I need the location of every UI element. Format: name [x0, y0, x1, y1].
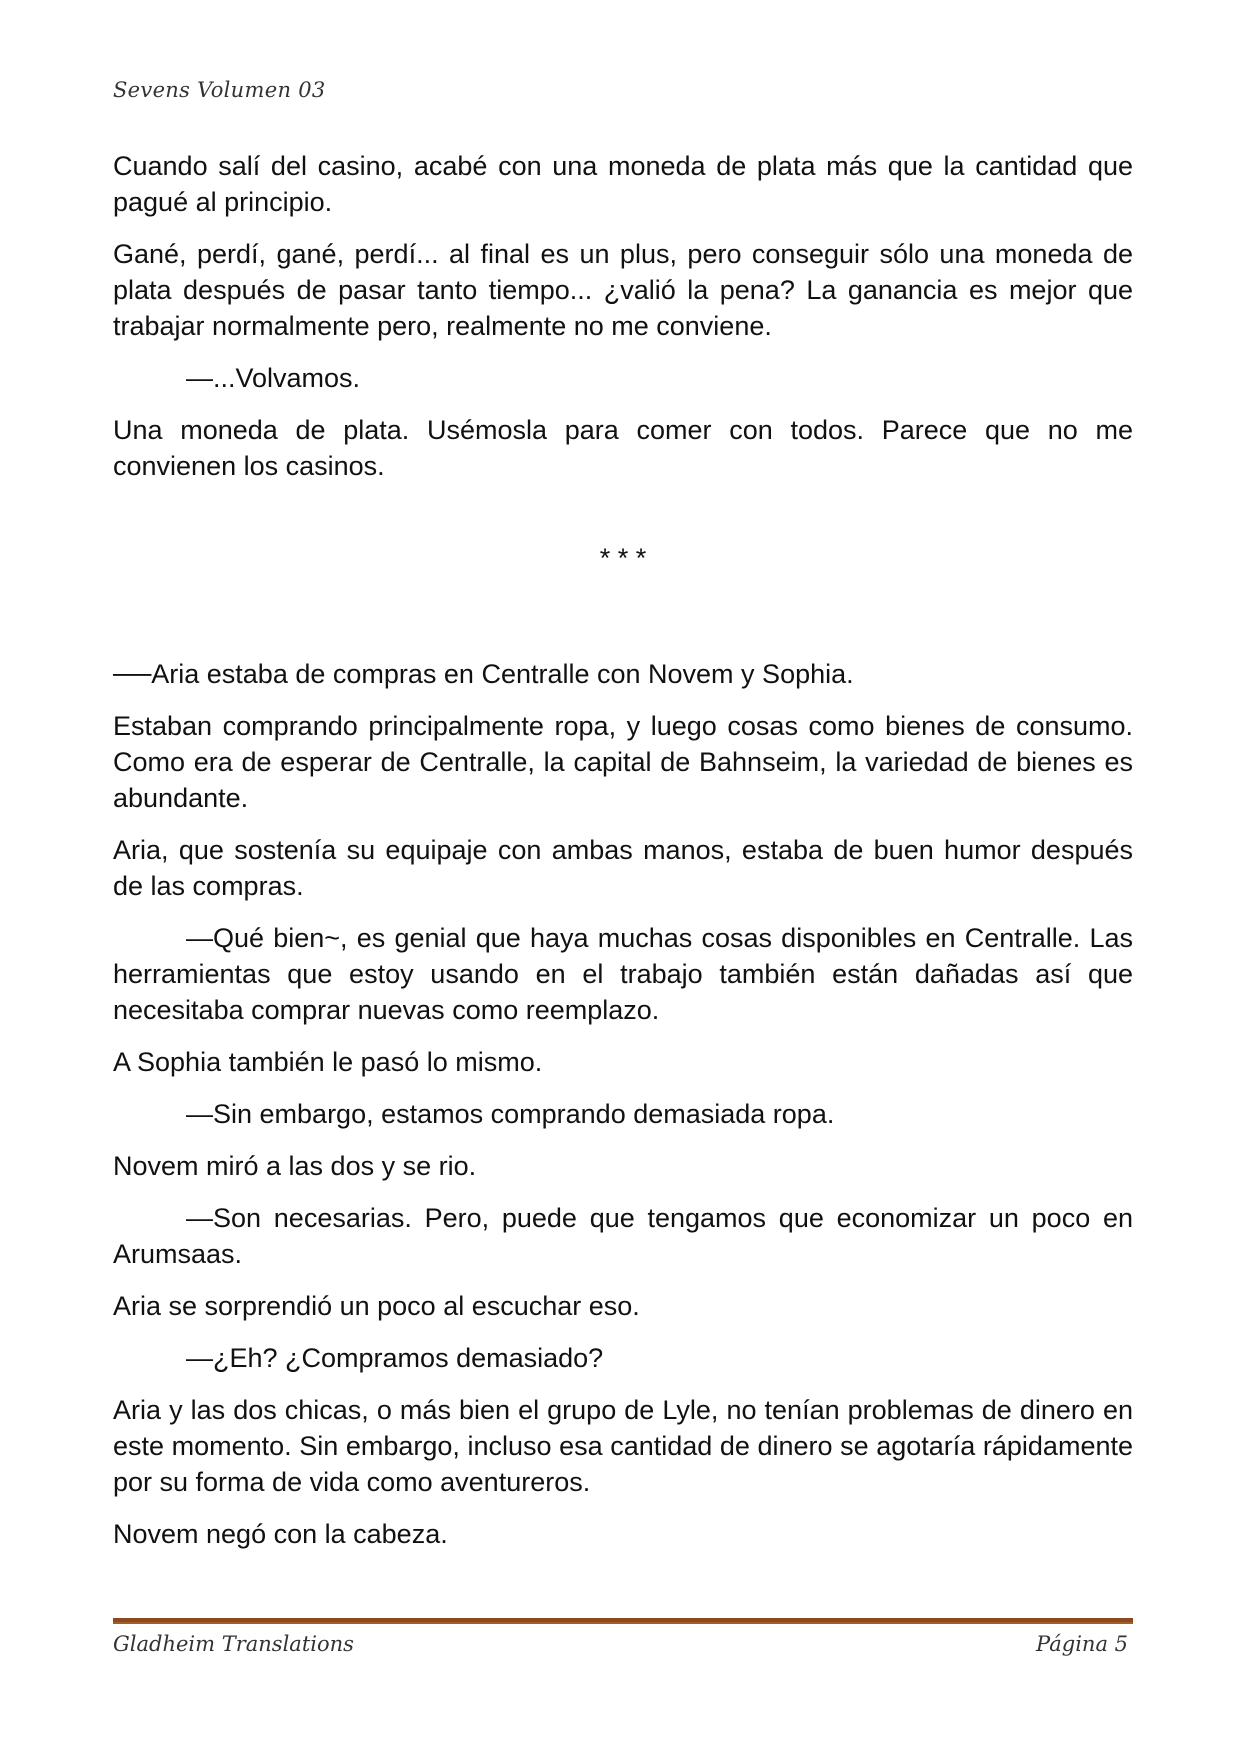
dialogue-line: —¿Eh? ¿Compramos demasiado? [186, 1343, 604, 1373]
paragraph: Aria, que sostenía su equipaje con ambas manos, estaba de buen humor después de las compras. [113, 835, 1133, 901]
footer-rule [113, 1618, 1133, 1624]
paragraph: Aria y las dos chicas, o más bien el grupo de Lyle, no tenían problemas de dinero en este momento. Sin embargo, incluso esa cantidad de dinero se agotaría rápidamente por su forma de vida como aventureros. [113, 1395, 1133, 1497]
page-number: Página 5 [1036, 1632, 1128, 1656]
paragraph: Novem negó con la cabeza. [113, 1519, 448, 1549]
scene-separator: * * * [599, 543, 647, 573]
dialogue-line: —Sin embargo, estamos comprando demasiada ropa. [186, 1099, 835, 1129]
paragraph: Gané, perdí, gané, perdí... al final es un plus, pero conseguir sólo una moneda de plata después de pasar tanto tiempo... ¿valió la pena? La ganancia es mejor que trabajar normalmente pero, realmente no me conviene. [113, 239, 1133, 341]
paragraph: Estaban comprando principalmente ropa, y luego cosas como bienes de consumo. Como era de esperar de Centralle, la capital de Bahnseim, la variedad de bienes es abundante. [113, 711, 1133, 813]
dialogue-line: —...Volvamos. [186, 363, 361, 393]
dialogue-line: —Son necesarias. Pero, puede que tengamos que economizar un poco en Arumsaas. [113, 1203, 1133, 1269]
dialogue-line: —Qué bien~, es genial que haya muchas cosas disponibles en Centralle. Las herramientas que estoy usando en el trabajo también están dañadas así que necesitaba comprar nuevas como reemplazo. [113, 923, 1133, 1025]
paragraph: Aria se sorprendió un poco al escuchar eso. [113, 1291, 640, 1321]
footer-credit: Gladheim Translations [113, 1632, 354, 1656]
page-header: Sevens Volumen 03 [113, 78, 326, 102]
paragraph: ──Aria estaba de compras en Centralle con Novem y Sophia. [113, 659, 854, 689]
paragraph: Novem miró a las dos y se rio. [113, 1151, 477, 1181]
document-body [113, 148, 1133, 1568]
paragraph: Una moneda de plata. Usémosla para comer con todos. Parece que no me convienen los casinos. [113, 415, 1133, 481]
paragraph: A Sophia también le pasó lo mismo. [113, 1047, 543, 1077]
paragraph: Cuando salí del casino, acabé con una moneda de plata más que la cantidad que pagué al principio. [113, 151, 1133, 217]
